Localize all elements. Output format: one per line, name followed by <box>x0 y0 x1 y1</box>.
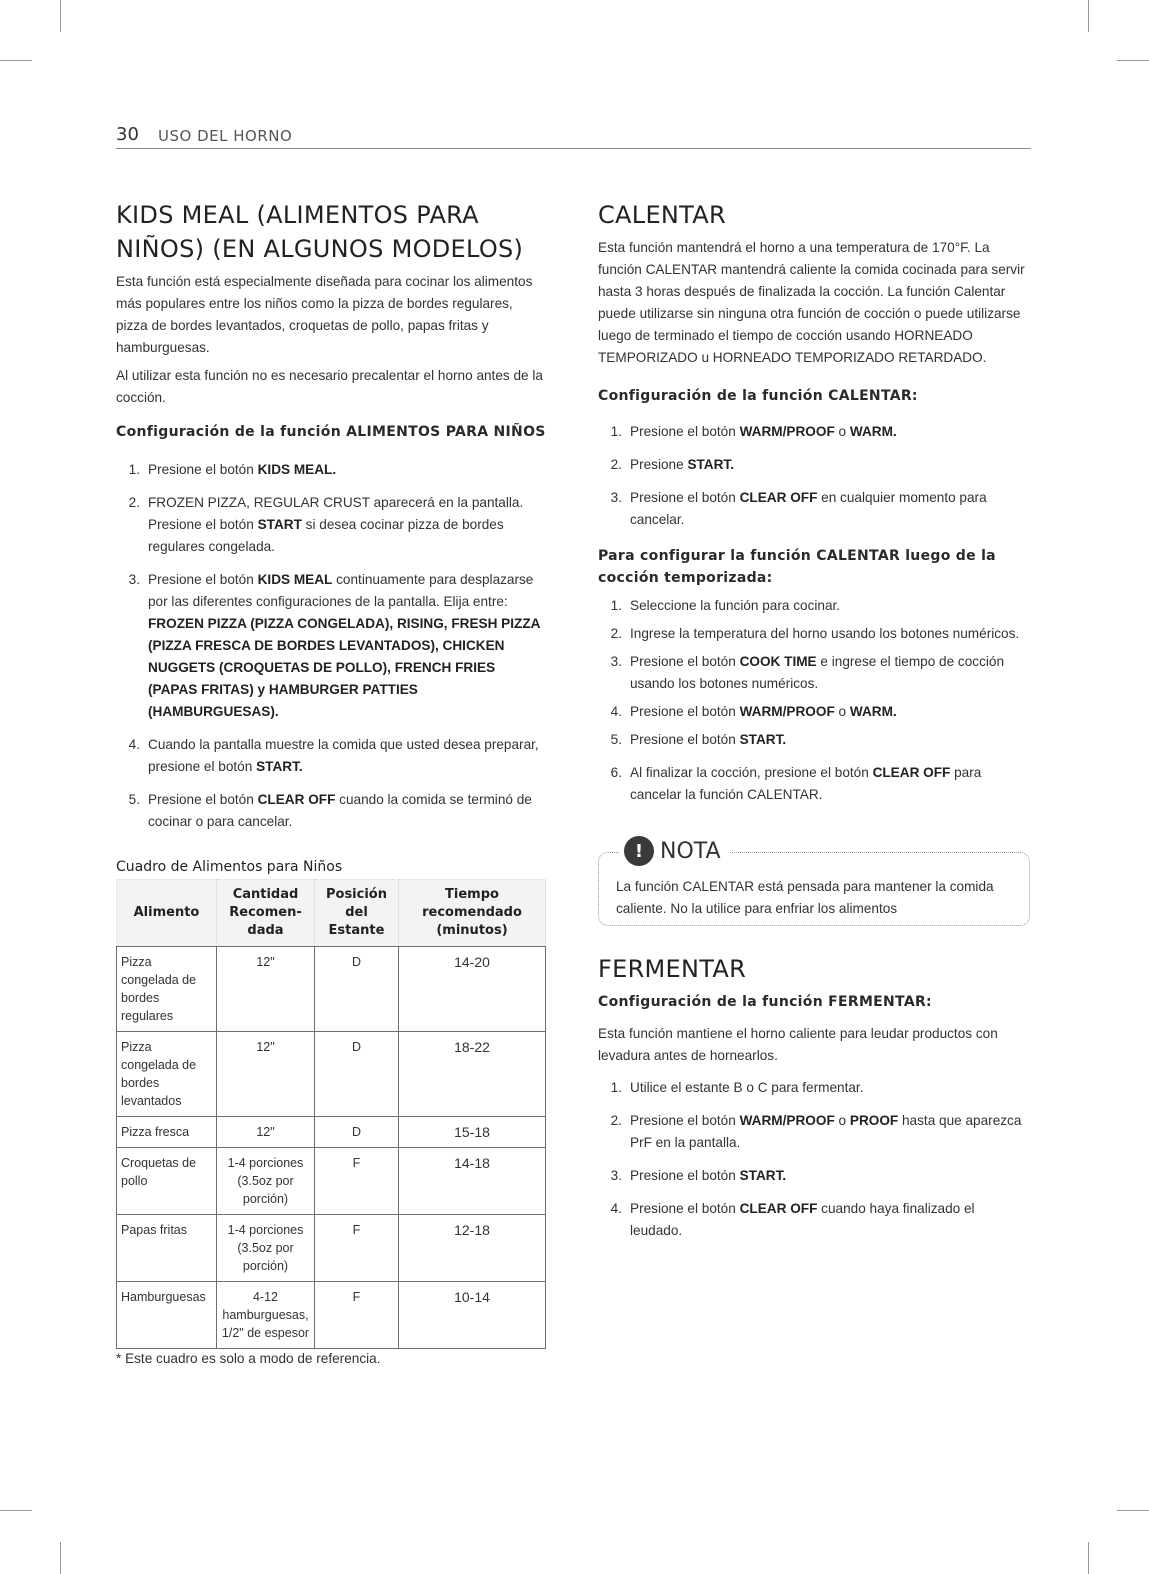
left-column <box>116 198 548 1366</box>
step-number: 6. <box>610 765 622 780</box>
list-item <box>598 762 1030 806</box>
table-row <box>117 947 546 1032</box>
step-text: Presione el botón <box>630 1168 740 1183</box>
header-amount: Cantidad Recomen-dada <box>217 880 315 947</box>
step-button-name: CLEAR OFF <box>257 792 336 807</box>
cell-time: 14-18 <box>399 1148 546 1215</box>
crop-mark <box>0 1510 32 1511</box>
step-button-name: START. <box>739 1168 787 1183</box>
cell-food: Hamburguesas <box>117 1282 217 1349</box>
step-text: Seleccione la función para cocinar. <box>630 598 841 613</box>
step-text: cuando la comida se terminó de cocinar o para cancelar. <box>148 792 532 829</box>
cell-time: 12-18 <box>399 1215 546 1282</box>
step-number: 1. <box>610 598 622 613</box>
cell-rack: D <box>315 947 399 1032</box>
fermentar-paragraph: Esta función mantiene el horno caliente para leudar productos con levadura antes de hornearlos. <box>598 1026 998 1063</box>
step-text: en cualquier momento para cancelar. <box>630 490 987 527</box>
step-text: Utilice el estante B o C para fermentar. <box>630 1080 864 1095</box>
cell-rack: D <box>315 1117 399 1148</box>
list-item <box>598 1077 1030 1099</box>
step-text: Ingrese la temperatura del horno usando los botones numéricos. <box>630 626 1020 641</box>
table-title: Cuadro de Alimentos para Niños <box>116 859 343 875</box>
list-item <box>116 492 548 558</box>
step-text: Presione el botón <box>630 1113 740 1128</box>
step-number: 3. <box>128 572 140 587</box>
step-number: 4. <box>610 704 622 719</box>
calentar-title: CALENTAR <box>598 201 726 229</box>
cell-rack: F <box>315 1282 399 1349</box>
step-number: 1. <box>128 462 140 477</box>
list-item <box>598 651 1030 695</box>
note-title: NOTA <box>660 838 721 864</box>
cell-amount: 12" <box>217 947 315 1032</box>
crop-mark <box>1088 1542 1089 1574</box>
crop-mark <box>0 60 32 61</box>
calentar-paragraph: Esta función mantendrá el horno a una temperatura de 170°F. La función CALENTAR mantendrá caliente la comida cocinada para servir hasta 3 horas después de finalizada la cocción. La función Calentar puede utilizarse sin ninguna otra función de cocción o puede utilizarse luego de terminado el tiempo de cocción usando HORNEADO TEMPORIZADO u HORNEADO TEMPORIZADO RETARDADO. <box>598 240 1025 365</box>
cell-rack: D <box>315 1032 399 1117</box>
step-button-name: START. <box>687 457 735 472</box>
page-header <box>116 124 1031 149</box>
table-header-row <box>117 880 546 947</box>
table-footnote: * Este cuadro es solo a modo de referencia. <box>116 1351 381 1366</box>
cell-amount: 1-4 porciones (3.5oz por porción) <box>217 1148 315 1215</box>
step-text: hasta que aparezca PrF en la pantalla. <box>630 1113 1022 1150</box>
list-item <box>116 789 548 833</box>
kids-steps-list <box>116 459 548 833</box>
step-button-name: CLEAR OFF <box>739 1201 818 1216</box>
section-label: USO DEL HORNO <box>158 127 293 145</box>
step-button-name: WARM. <box>849 704 897 719</box>
table-row <box>117 1117 546 1148</box>
step-number: 2. <box>610 1113 622 1128</box>
list-item <box>598 1198 1030 1242</box>
list-item <box>598 487 1030 531</box>
list-item <box>598 623 1030 645</box>
list-item <box>598 595 1030 617</box>
cell-food: Pizza fresca <box>117 1117 217 1148</box>
step-text: Presione el botón <box>630 704 740 719</box>
step-number: 3. <box>610 490 622 505</box>
header-rack: Posición del Estante <box>315 880 399 947</box>
step-text: Presione el botón <box>148 462 258 477</box>
crop-mark <box>1117 60 1149 61</box>
calentar-steps-list <box>598 421 1030 531</box>
crop-mark <box>1117 1510 1149 1511</box>
step-button-name: START. <box>256 759 303 774</box>
list-item <box>598 729 1030 751</box>
fermentar-steps-list <box>598 1077 1030 1242</box>
step-text: Presione el botón <box>630 732 740 747</box>
crop-mark <box>60 1542 61 1574</box>
step-text: Presione el botón <box>148 572 258 587</box>
kids-meal-title <box>116 198 548 266</box>
header-time: Tiempo recomendado (minutos) <box>399 880 546 947</box>
step-text: Presione <box>630 457 688 472</box>
page-number: 30 <box>116 124 139 145</box>
list-item <box>116 569 548 723</box>
table-row <box>117 1215 546 1282</box>
list-item <box>598 421 1030 443</box>
step-text: o <box>834 424 850 439</box>
cell-food: Papas fritas <box>117 1215 217 1282</box>
calentar-config-heading: Configuración de la función CALENTAR: <box>598 388 918 404</box>
list-item <box>116 734 548 778</box>
warning-icon: ! <box>624 836 654 866</box>
step-text: o <box>834 704 850 719</box>
step-text: Presione el botón <box>630 1201 740 1216</box>
step-text: Cuando la pantalla muestre la comida que usted desea preparar, presione el botón <box>148 737 539 774</box>
step-text: cuando haya finalizado el leudado. <box>630 1201 975 1238</box>
step-button-name: WARM/PROOF <box>739 704 835 719</box>
list-item <box>598 1165 1030 1187</box>
cell-amount: 1-4 porciones (3.5oz por porción) <box>217 1215 315 1282</box>
step-number: 5. <box>128 792 140 807</box>
cell-time: 18-22 <box>399 1032 546 1117</box>
step-text: si desea cocinar pizza de bordes regulares congelada. <box>148 517 504 554</box>
kids-title-line2: NIÑOS) (EN ALGUNOS MODELOS) <box>116 235 524 263</box>
note-header <box>620 836 729 866</box>
step-number: 1. <box>610 424 622 439</box>
step-text: para cancelar la función CALENTAR. <box>630 765 982 802</box>
kids-title-line1: KIDS MEAL (ALIMENTOS PARA <box>116 201 479 229</box>
step-text: Al finalizar la cocción, presione el botón <box>630 765 873 780</box>
step-button-name: KIDS MEAL <box>257 572 333 587</box>
step-text: FROZEN PIZZA, REGULAR CRUST aparecerá en la pantalla. Presione el botón <box>148 495 524 532</box>
right-column <box>598 198 1030 1253</box>
step-number: 2. <box>610 626 622 641</box>
step-button-name: WARM. <box>849 424 897 439</box>
list-item <box>598 454 1030 476</box>
step-button-name: START. <box>739 732 787 747</box>
step-button-name: START <box>257 517 302 532</box>
kids-config-heading: Configuración de la función ALIMENTOS PARA NIÑOS <box>116 424 546 440</box>
step-button-name: KIDS MEAL. <box>257 462 337 477</box>
step-text: Presione el botón <box>630 424 740 439</box>
step-number: 1. <box>610 1080 622 1095</box>
cell-amount: 4-12 hamburguesas, 1/2" de espesor <box>217 1282 315 1349</box>
step-button-name: PROOF <box>849 1113 899 1128</box>
list-item <box>598 701 1030 723</box>
step-text: Presione el botón <box>630 654 740 669</box>
cell-time: 15-18 <box>399 1117 546 1148</box>
step-number: 2. <box>610 457 622 472</box>
step-button-name: COOK TIME <box>739 654 817 669</box>
calentar-timed-steps-list <box>598 595 1030 806</box>
step-text: o <box>834 1113 850 1128</box>
step-number: 4. <box>610 1201 622 1216</box>
list-item <box>116 459 548 481</box>
cell-food: Croquetas de pollo <box>117 1148 217 1215</box>
crop-mark <box>60 0 61 32</box>
cell-rack: F <box>315 1148 399 1215</box>
header-food: Alimento <box>117 880 217 947</box>
note-text: La función CALENTAR está pensada para mantener la comida caliente. No la utilice para enfriar los alimentos <box>616 879 994 916</box>
cell-amount: 12" <box>217 1117 315 1148</box>
step-number: 5. <box>610 732 622 747</box>
fermentar-config-heading: Configuración de la función FERMENTAR: <box>598 994 932 1010</box>
step-options: FROZEN PIZZA (PIZZA CONGELADA), RISING, FRESH PIZZA (PIZZA FRESCA DE BORDES LEVANTADOS), CHICKEN NUGGETS (CROQUETAS DE POLLO), FRENCH FRIES (PAPAS FRITAS) y HAMBURGER PATTIES (HAMBURGUESAS). <box>148 616 540 719</box>
note-box <box>598 836 1030 926</box>
kids-intro-paragraph: Esta función está especialmente diseñada para cocinar los alimentos más populares entre los niños como la pizza de bordes regulares, pizza de bordes levantados, croquetas de pollo, papas fritas y hamburguesas. <box>116 274 533 355</box>
cell-food: Pizza congelada de bordes levantados <box>117 1032 217 1117</box>
calentar-timed-heading: Para configurar la función CALENTAR luego de la cocción temporizada: <box>598 548 996 586</box>
step-number: 3. <box>610 654 622 669</box>
fermentar-title: FERMENTAR <box>598 955 747 983</box>
kids-meal-table <box>116 879 546 1349</box>
step-button-name: WARM/PROOF <box>739 424 835 439</box>
list-item <box>598 1110 1030 1154</box>
step-number: 4. <box>128 737 140 752</box>
step-button-name: CLEAR OFF <box>739 490 818 505</box>
step-number: 2. <box>128 495 140 510</box>
cell-food: Pizza congelada de bordes regulares <box>117 947 217 1032</box>
table-row <box>117 1032 546 1117</box>
step-text: Presione el botón <box>630 490 740 505</box>
step-text: continuamente para desplazarse por las diferentes configuraciones de la pantalla. Elija entre: <box>148 572 534 609</box>
cell-rack: F <box>315 1215 399 1282</box>
step-button-name: CLEAR OFF <box>872 765 951 780</box>
step-text: e ingrese el tiempo de cocción usando los botones numéricos. <box>630 654 1005 691</box>
crop-mark <box>1088 0 1089 32</box>
cell-time: 10-14 <box>399 1282 546 1349</box>
kids-preheat-paragraph: Al utilizar esta función no es necesario precalentar el horno antes de la cocción. <box>116 368 543 405</box>
cell-time: 14-20 <box>399 947 546 1032</box>
table-row <box>117 1282 546 1349</box>
table-row <box>117 1148 546 1215</box>
step-number: 3. <box>610 1168 622 1183</box>
cell-amount: 12" <box>217 1032 315 1117</box>
step-text: Presione el botón <box>148 792 258 807</box>
step-button-name: WARM/PROOF <box>739 1113 835 1128</box>
